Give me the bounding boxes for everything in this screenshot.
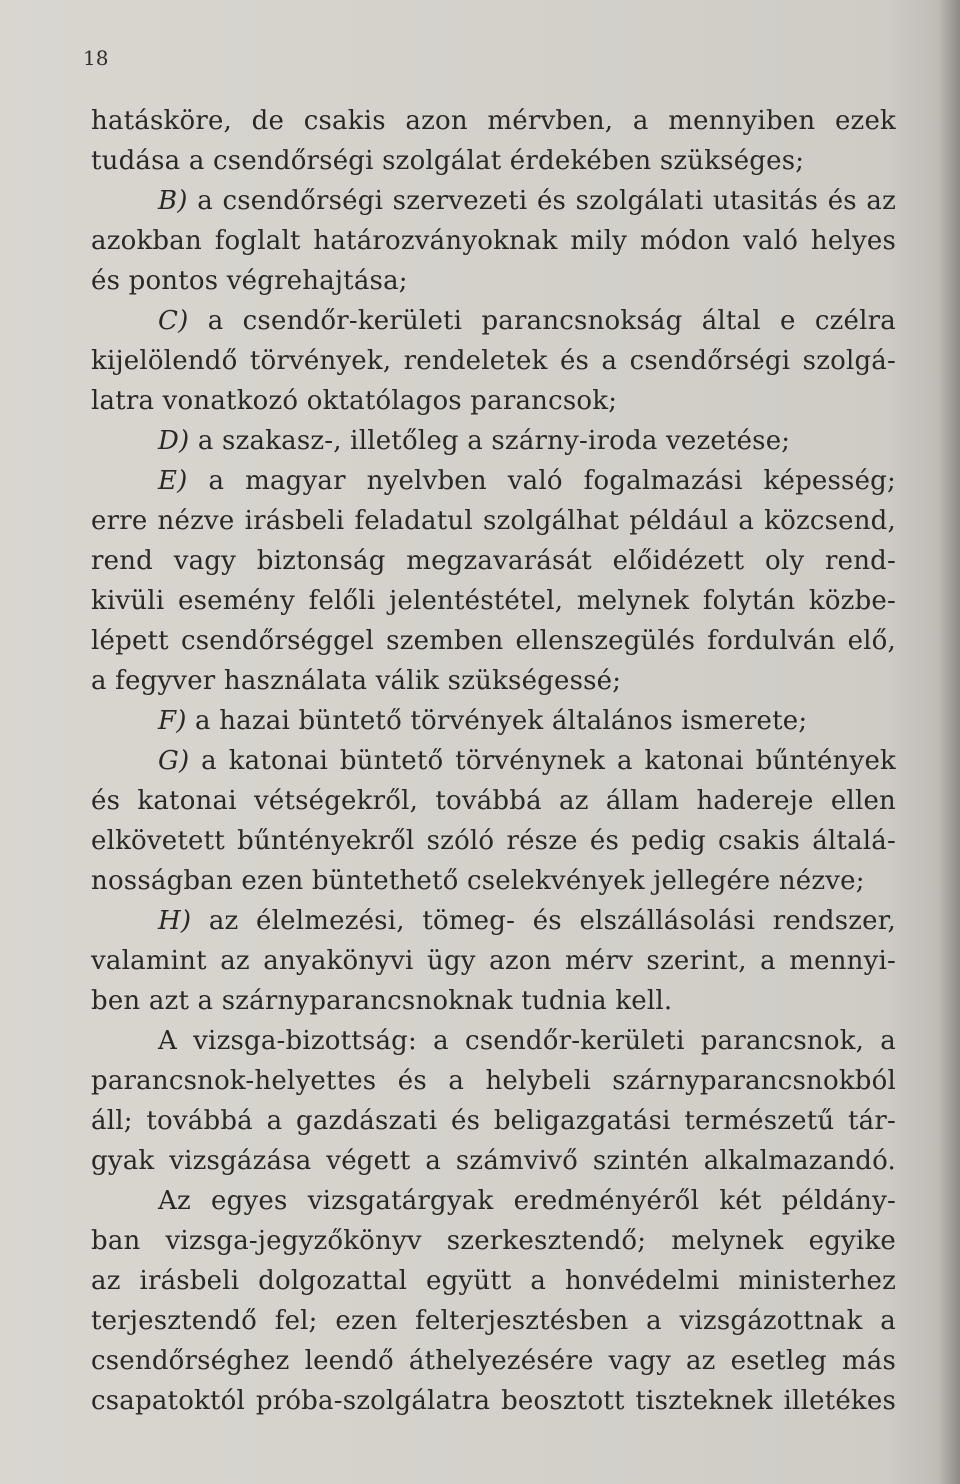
item-letter: C) [158,306,189,336]
text-line: latra vonatkozó oktatólagos parancsok; [91,386,618,416]
text-line: valamint az anyakönyvi ügy azon mérv szerint, a mennyi- [91,946,896,976]
text-line: ban vizsga-jegyzőkönyv szerkesztendő; melynek egyike [91,1226,896,1256]
text-line: és pontos végrehajtása; [91,266,408,296]
text-line: F) a hazai büntető törvények általános ismerete; [158,706,808,736]
text-line: hatásköre, de csakis azon mérvben, a mennyiben ezek [91,106,896,136]
text-line: azokban foglalt határozványoknak mily módon való helyes [91,226,896,256]
text-line: ben azt a szárnyparancsnoknak tudnia kell. [91,986,673,1016]
text-line: erre nézve irásbeli feladatul szolgálhat például a közcsend, [91,506,896,536]
page-number: 18 [83,46,109,70]
item-letter: H) [158,906,192,936]
text-line: lépett csendőrséggel szemben ellenszegülés fordulván elő, [91,626,896,656]
text-line: D) a szakasz-, illetőleg a szárny-iroda vezetése; [158,426,791,456]
text-line: elkövetett bűntényekről szóló része és pedig csakis általá- [91,826,896,856]
text-line: A vizsga-bizottság: a csendőr-kerületi parancsnok, a [158,1026,896,1056]
item-letter: B) [158,186,188,216]
text-line: csapatoktól próba-szolgálatra beosztott tiszteknek illetékes [91,1386,896,1416]
item-letter: G) [158,746,190,776]
text-line: az irásbeli dolgozattal együtt a honvédelmi ministerhez [91,1266,896,1296]
text-line: nosságban ezen büntethető cselekvények jellegére nézve; [91,866,865,896]
text-line: Az egyes vizsgatárgyak eredményéről két példány- [158,1186,896,1216]
text-line: kijelölendő törvények, rendeletek és a csendőrségi szolgá- [91,346,896,376]
text-line: kivüli esemény felőli jelentéstétel, melynek folytán közbe- [91,586,896,616]
text-line: tudása a csendőrségi szolgálat érdekében szükséges; [91,146,805,176]
text-line: B) a csendőrségi szervezeti és szolgálati utasitás és az [158,186,896,216]
binding-shadow [938,0,960,1484]
item-letter: D) [158,426,190,456]
item-letter: E) [158,466,188,496]
text-line: és katonai vétségekről, továbbá az állam hadereje ellen [91,786,896,816]
text-line: parancsnok-helyettes és a helybeli szárnyparancsnokból [91,1066,896,1096]
text-line: G) a katonai büntető törvénynek a katonai bűntények [158,746,896,776]
text-line: H) az élelmezési, tömeg- és elszállásolási rendszer, [158,906,896,936]
text-line: terjesztendő fel; ezen felterjesztésben a vizsgázottnak a [91,1306,896,1336]
text-line: csendőrséghez leendő áthelyezésére vagy az esetleg más [91,1346,896,1376]
text-line: áll; továbbá a gazdászati és beligazgatási természetű tár- [91,1106,896,1136]
text-line: C) a csendőr-kerületi parancsnokság által e czélra [158,306,896,336]
text-line: gyak vizsgázása végett a számvivő szintén alkalmazandó. [91,1146,896,1176]
text-line: rend vagy biztonság megzavarását előidézett oly rend- [91,546,896,576]
text-line: a fegyver használata válik szükségessé; [91,666,622,696]
item-letter: F) [158,706,187,736]
text-line: E) a magyar nyelvben való fogalmazási képesség; [158,466,896,496]
